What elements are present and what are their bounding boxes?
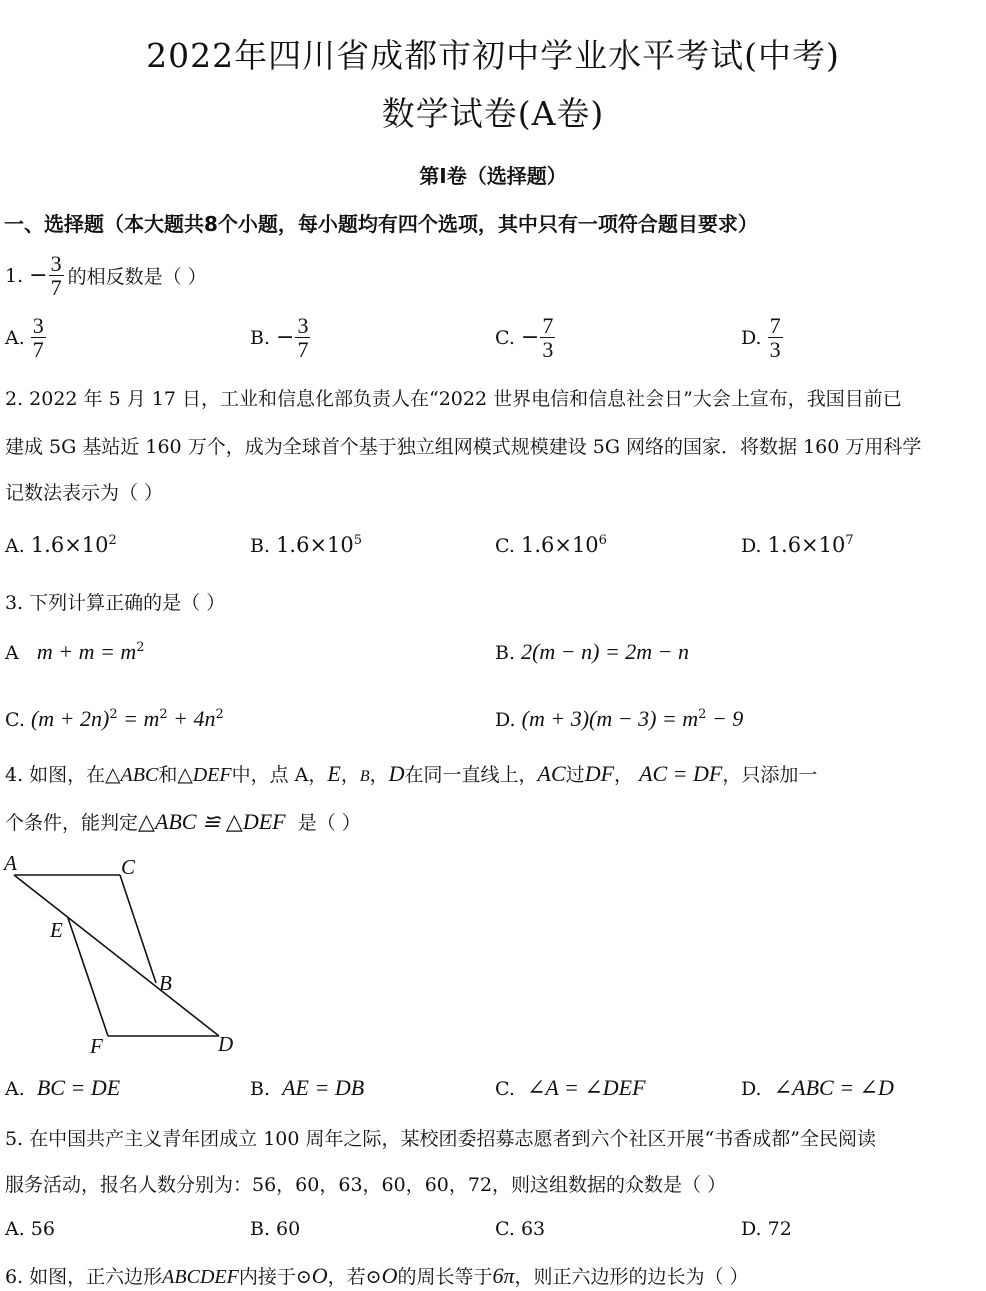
q2-option-d[interactable]: D. $1.6\times 10^7$: [741, 533, 854, 557]
label-d: D: [218, 1032, 234, 1056]
q3-option-c[interactable]: C. $(m + 2n)^2 = m^2 + 4n^2$: [5, 706, 224, 731]
q3-option-b[interactable]: B. 2(m − n) = 2m − n: [495, 639, 690, 664]
exam-subtitle: 数学试卷(A卷): [381, 94, 605, 133]
label-f: F: [90, 1034, 103, 1058]
question-2-line2: 建成 5G 基站近 160 万个，成为全球首个基于独立组网模式规模建设 5G 网络的国家．将数据 160 万用科学: [5, 436, 922, 458]
label-b: B: [159, 971, 172, 995]
q4-geometry-figure: [0, 850, 260, 1060]
q3-option-a[interactable]: A $m + m = m^2$: [5, 639, 145, 664]
q2-option-c[interactable]: C. $1.6\times 10^6$: [495, 533, 607, 557]
segment-cb: [120, 875, 156, 983]
q3-option-d[interactable]: D. $(m + 3)(m - 3) = m^2 - 9$: [495, 706, 744, 731]
question-6-stem: 6. 如图，正六边形ABCDEF内接于⊙O，若⊙O的周长等于6π，则正六边形的边长为（ ）: [5, 1263, 749, 1288]
q5-option-a[interactable]: A. 56: [5, 1218, 55, 1240]
q1-option-a[interactable]: A. $\frac{3}{7}$: [5, 313, 44, 363]
q4-option-d[interactable]: D. ∠ABC = ∠D: [741, 1075, 894, 1100]
section-heading: 一、选择题（本大题共8个小题，每小题均有四个选项，其中只有一项符合题目要求）: [4, 212, 758, 236]
q1-option-c[interactable]: C. − $\frac{7}{3}$: [495, 313, 554, 363]
question-2-line1: 2. 2022 年 5 月 17 日，工业和信息化部负责人在“2022 世界电信和信息社会日”大会上宣布，我国目前已: [5, 388, 902, 410]
q2-option-b[interactable]: B. $1.6\times 10^5$: [250, 533, 363, 557]
segment-ef: [68, 918, 108, 1036]
question-4-line1: 4. 如图，在△ABC和△DEF中，点 A，E，B，D在同一直线上，AC过DF， AC = DF，只添加一: [5, 761, 818, 786]
question-4-line2: 个条件，能判定△ABC ≌ △DEF 是（ ）: [5, 809, 361, 834]
q1-option-b[interactable]: B. − $\frac{3}{7}$: [250, 313, 309, 363]
question-2-line3: 记数法表示为（ ）: [5, 482, 164, 504]
label-c: C: [121, 855, 136, 879]
q5-option-c[interactable]: C. 63: [495, 1218, 546, 1240]
label-a: A: [4, 851, 17, 875]
segment-ad: [14, 875, 219, 1036]
q5-option-b[interactable]: B. 60: [250, 1218, 301, 1240]
question-5-line1: 5. 在中国共产主义青年团成立 100 周年之际，某校团委招募志愿者到六个社区开展“书香成都”全民阅读: [5, 1128, 876, 1150]
q2-option-a[interactable]: A. $1.6\times 10^2$: [5, 533, 117, 557]
fraction: $\frac{3}{7}$: [50, 251, 62, 301]
q4-option-c[interactable]: C. ∠A = ∠DEF: [495, 1075, 646, 1100]
label-e: E: [50, 918, 63, 942]
part-heading: 第Ⅰ卷（选择题）: [419, 164, 567, 188]
exam-title: 2022年四川省成都市初中学业水平考试(中考): [146, 36, 840, 75]
question-1-stem: 1. − $\frac{3}{7}$ 的相反数是（ ）: [5, 251, 207, 301]
question-5-line2: 服务活动，报名人数分别为：56，60，63，60，60，72，则这组数据的众数是（ ）: [5, 1174, 727, 1196]
q1-option-d[interactable]: D. $\frac{7}{3}$: [741, 313, 781, 363]
q4-option-b[interactable]: B. AE = DB: [250, 1075, 365, 1100]
q4-option-a[interactable]: A. BC = DE: [5, 1075, 121, 1100]
question-3-stem: 3. 下列计算正确的是（ ）: [5, 592, 226, 614]
q5-option-d[interactable]: D. 72: [741, 1218, 792, 1240]
